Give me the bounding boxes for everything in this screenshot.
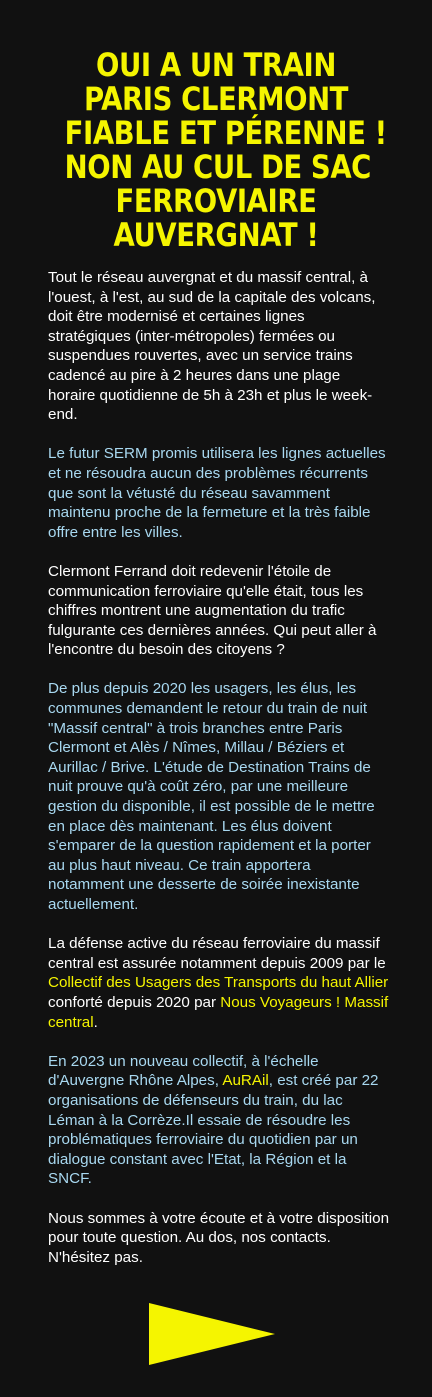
headline-line-3: FIABLE ET PÉRENNE ! <box>64 114 387 152</box>
headline-line-5: FERROVIAIRE <box>115 182 317 220</box>
headline-line-6: AUVERGNAT ! <box>113 216 319 254</box>
headline-line-4: NON AU CUL DE SAC <box>64 148 371 186</box>
paragraph-aurail <box>48 1052 390 1189</box>
paragraph-network: Tout le réseau auvergnat et du massif central, à l'ouest, à l'est, au sud de la capitale des volcans, doit être modernisé et certaines lignes stratégiques (inter-métropoles) fermées ou suspendues rouvertes, avec un service trains cadencé au pire à 2 heures dans une plage horaire quotidienne de 5h à 23h et plus le week-end. <box>48 269 376 424</box>
link-nous-voyageurs[interactable]: Nous Voyageurs ! Massif central <box>48 993 389 1031</box>
paragraph-collectives <box>48 934 390 1032</box>
headline-line-2: PARIS CLERMONT <box>83 80 349 118</box>
paragraph-collectives-text-b: conforté depuis 2020 par <box>48 993 221 1011</box>
link-collectif-haut-allier[interactable]: Collectif des Usagers des Transports du haut Allier <box>48 974 389 992</box>
right-triangle-arrow-icon[interactable] <box>149 1303 275 1365</box>
paragraph-collectives-text-a: La défense active du réseau ferroviaire du massif central est assurée notamment depuis 2009 par le <box>48 935 386 972</box>
paragraph-aurail-text-b: , est créé par 22 organisations de défenseurs du train, du lac Léman à la Corrèze.Il essaie de résoudre les problématiques ferroviaire du quotidien par un dialogue constant avec l'Etat, la Région et la SNCF. <box>48 1072 379 1188</box>
paragraph-clermont-hub: Clermont Ferrand doit redevenir l'étoile de communication ferroviaire qu'elle était, tous les chiffres montrent une augmentation du trafic fulgurante ces dernières années. Qui peut aller à l'encontre du besoin des citoyens ? <box>48 562 377 659</box>
headline-line-1: OUI A UN TRAIN <box>96 46 336 84</box>
paragraph-contact: Nous sommes à votre écoute et à votre disposition pour toute question. Au dos, nos contacts. N'hésitez pas. <box>48 1209 390 1266</box>
paragraph-serm: Le futur SERM promis utilisera les lignes actuelles et ne résoudra aucun des problèmes récurrents que sont la vétusté du réseau savamment maintenu proche de la fermeture et la très faible offre entre les villes. <box>48 445 386 541</box>
link-aurail[interactable]: AuRAil <box>222 1072 269 1090</box>
arrow-shape <box>149 1303 275 1365</box>
paragraph-night-train: De plus depuis 2020 les usagers, les élus, les communes demandent le retour du train de nuit "Massif central" à trois branches entre Paris Clermont et Alès / Nîmes, Millau / Béziers et Aurillac / Brive. L'étude de Destination Trains de nuit prouve qu'à coût zéro, par une meilleure gestion du disponible, il est possible de le mettre en place dès maintenant. Les élus doivent s'emparer de la question rapidement et la porter au plus haut niveau. Ce train apportera notamment une desserte de soirée inexistante actuellement. <box>48 680 375 913</box>
paragraph-collectives-text-c: . <box>93 1013 98 1031</box>
headline <box>64 46 387 254</box>
paragraph-aurail-text-a: En 2023 un nouveau collectif, à l'échelle d'Auvergne Rhône Alpes, <box>48 1052 319 1090</box>
body-text <box>48 268 390 1287</box>
